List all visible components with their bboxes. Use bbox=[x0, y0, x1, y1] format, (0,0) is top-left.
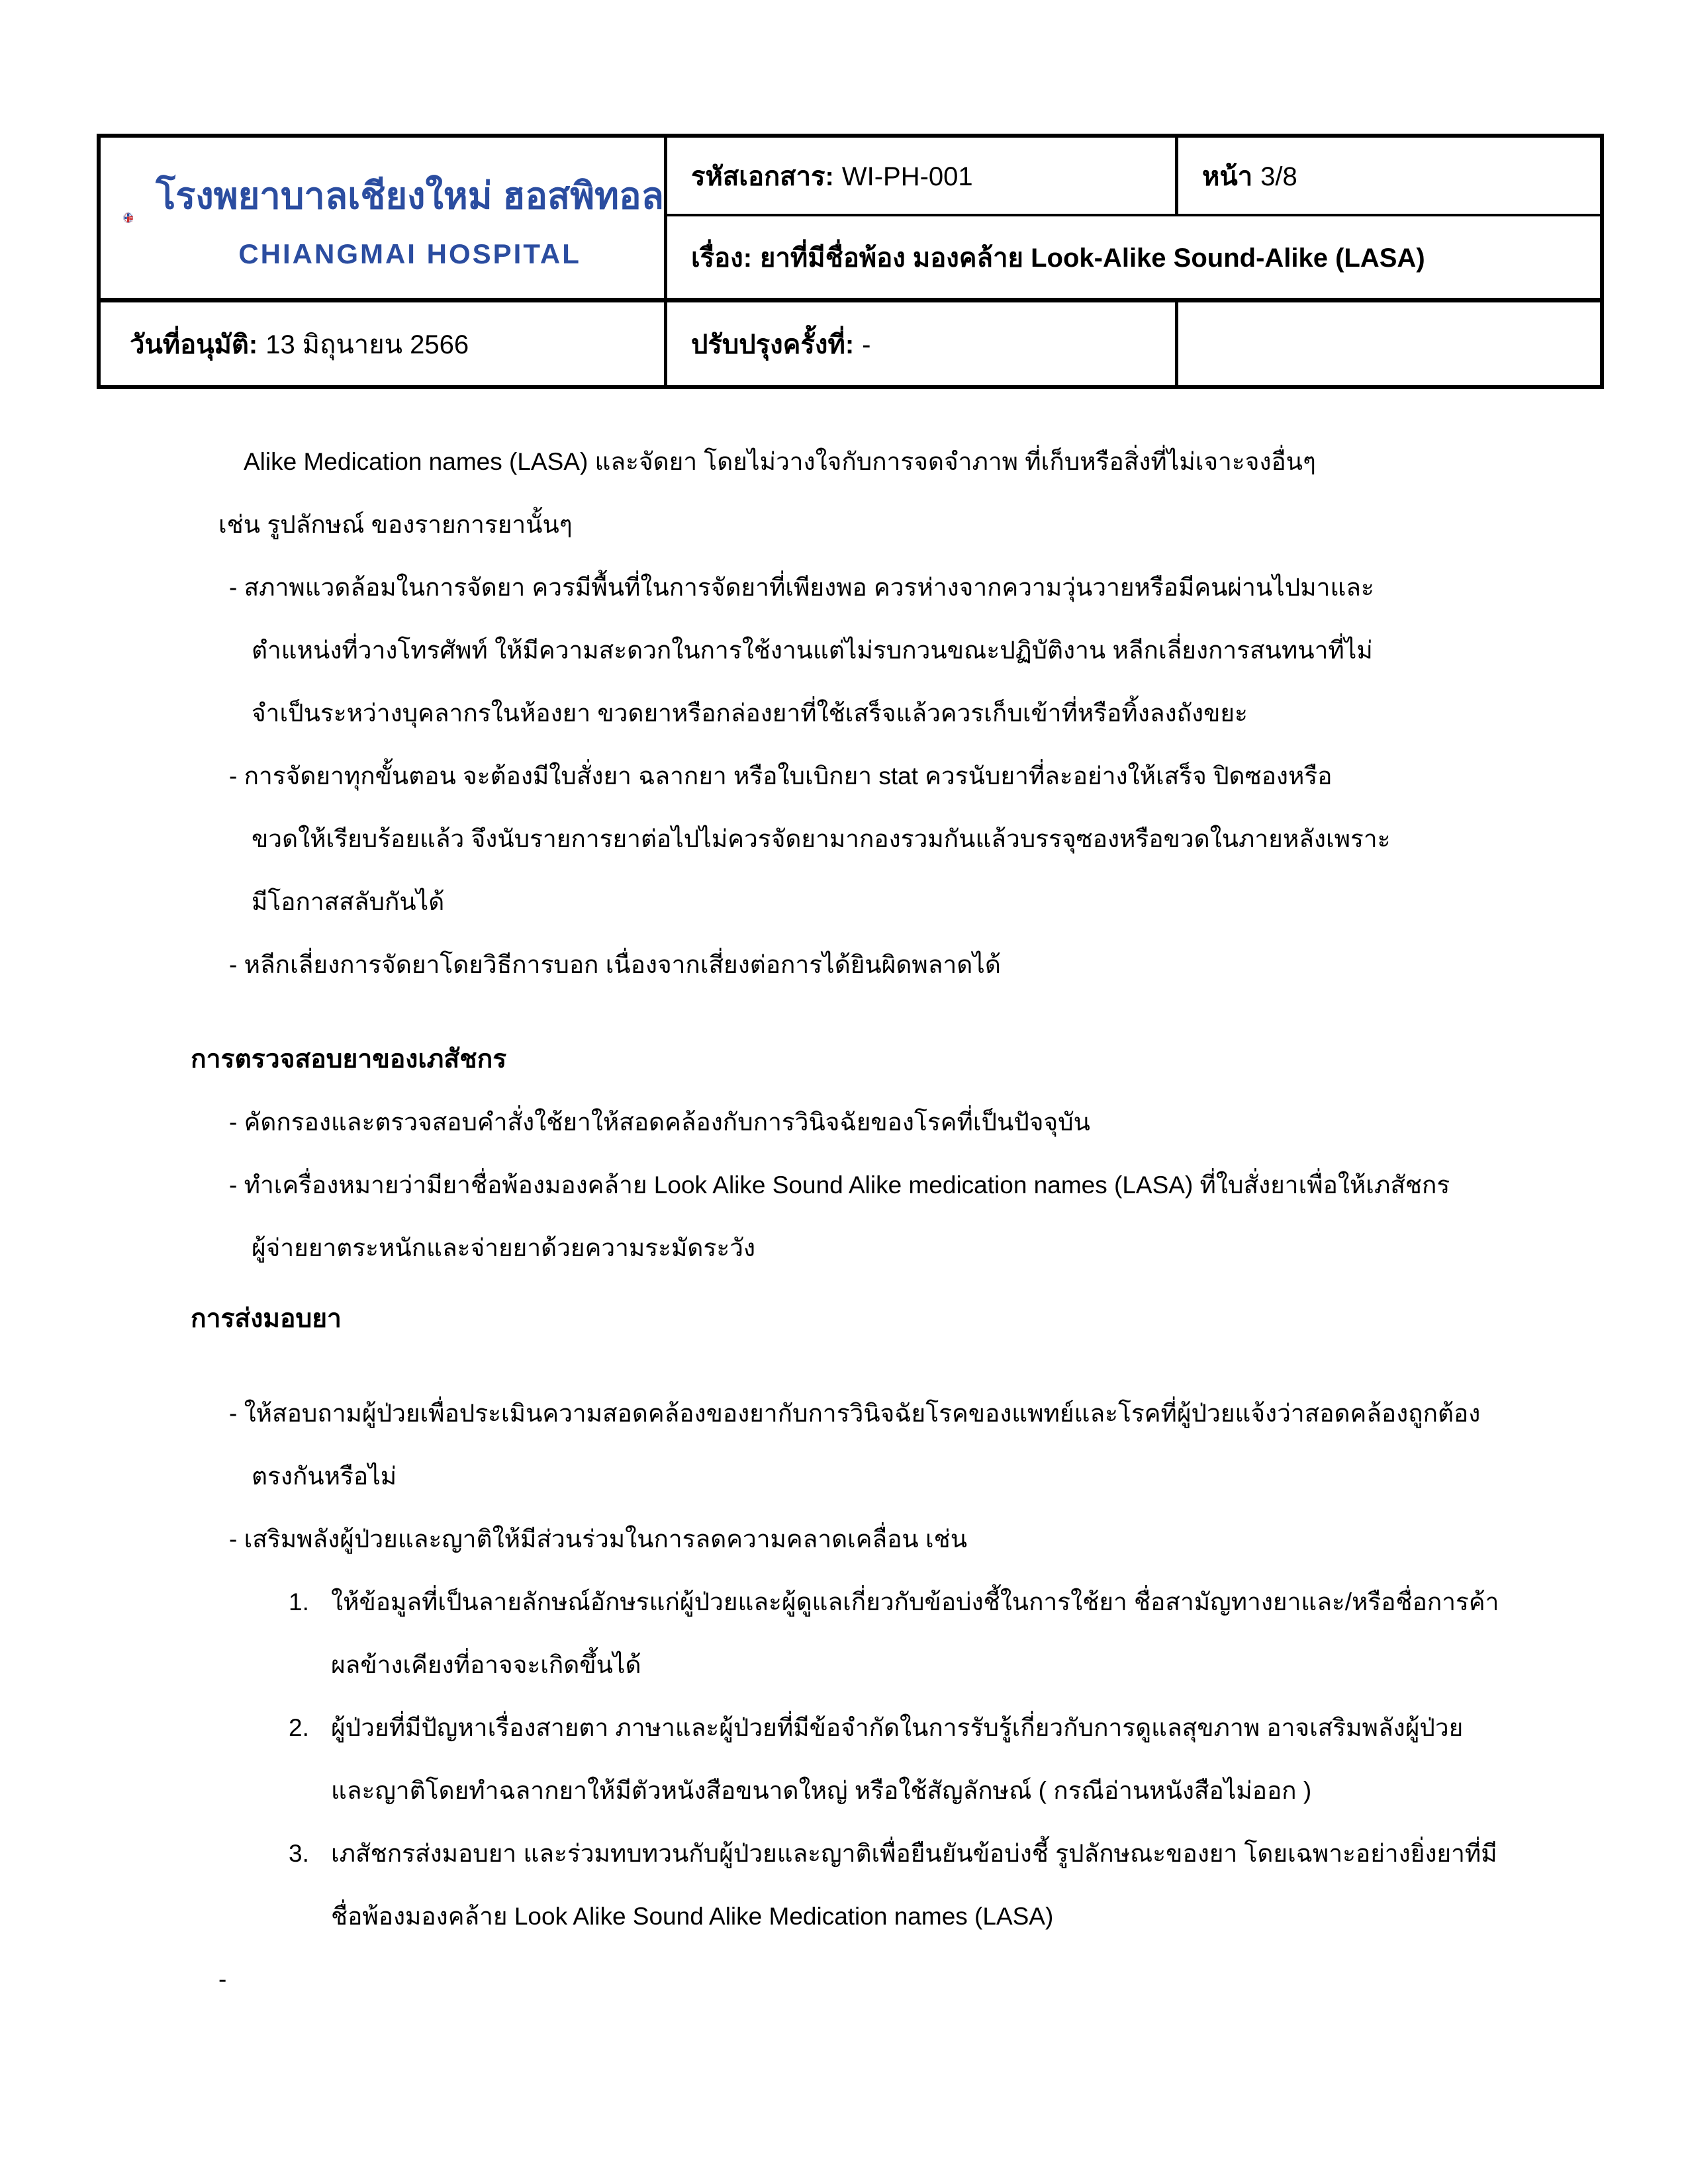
list-number: 1. bbox=[289, 1588, 309, 1615]
approval-date-value: 13 มิถุนายน 2566 bbox=[265, 330, 469, 359]
bullet-line: - สภาพแวดล้อมในการจัดยา ควรมีพื้นที่ในการจัดยาที่เพียงพอ ควรห่างจากความวุ่นวายหรือมีคนผ่านไปมาและ bbox=[229, 574, 1374, 601]
revision-value: - bbox=[862, 330, 871, 359]
bullet-line: - ทำเครื่องหมายว่ามียาชื่อพ้องมองคล้าย Look Alike Sound Alike medication names (LASA) ที่ใบสั่งยาเพื่อให้เภสัชกร bbox=[229, 1171, 1450, 1199]
body-line: ตรงกันหรือไม่ bbox=[252, 1463, 397, 1490]
list-text: เภสัชกรส่งมอบยา และร่วมทบทวนกับผู้ป่วยและญาติเพื่อยืนยันข้อบ่งชี้ รูปลักษณะของยา โดยเฉพาะอย่างยิ่งยาที่มี bbox=[331, 1840, 1497, 1867]
approval-date-cell bbox=[101, 302, 667, 385]
subject-value: ยาที่มีชื่อพ้อง มองคล้าย Look-Alike Sound-Alike (LASA) bbox=[760, 243, 1425, 273]
body-line: ชื่อพ้องมองคล้าย Look Alike Sound Alike Medication names (LASA) bbox=[331, 1903, 1054, 1930]
body-line: จำเป็นระหว่างบุคลากรในห้องยา ขวดยาหรือกล่องยาที่ใช้เสร็จแล้วควรเก็บเข้าที่หรือทิ้งลงถังขยะ bbox=[252, 700, 1248, 727]
page-number-cell bbox=[1178, 138, 1600, 216]
list-text: ผู้ป่วยที่มีปัญหาเรื่องสายตา ภาษาและผู้ป่วยที่มีข้อจำกัดในการรับรู้เกี่ยวกับการดูแลสุขภาพ อาจเสริมพลังผู้ป่วย bbox=[331, 1714, 1464, 1741]
cross-left-arm bbox=[124, 217, 127, 220]
cross-bottom-arm bbox=[127, 217, 129, 222]
bullet-line: - คัดกรองและตรวจสอบคำสั่งใช้ยาให้สอดคล้องกับการวินิจฉัยของโรคที่เป็นปัจจุบัน bbox=[229, 1109, 1090, 1136]
doc-code-value: WI-PH-001 bbox=[841, 161, 973, 191]
hospital-logo bbox=[101, 138, 667, 302]
numbered-item bbox=[0, 1822, 1688, 1885]
numbered-item bbox=[0, 1570, 1688, 1633]
emblem-caption-line1: CHIANGMAI bbox=[129, 220, 133, 222]
page-label: หน้า bbox=[1202, 161, 1253, 191]
body-line: ขวดให้เรียบร้อยแล้ว จึงนับรายการยาต่อไปไม่ควรจัดยามากองรวมกันแล้วบรรจุซองหรือขวดในภายหลังเพราะ bbox=[252, 825, 1391, 852]
revision-label: ปรับปรุงครั้งที่: bbox=[691, 330, 855, 359]
body-line: Alike Medication names (LASA) และจัดยา โดยไม่วางใจกับการจดจำภาพ ที่เก็บหรือสิ่งที่ไม่เจาะจงอื่นๆ bbox=[244, 448, 1316, 475]
approval-date-label: วันที่อนุมัติ: bbox=[130, 330, 258, 359]
page-number-value: 3/8 bbox=[1260, 161, 1297, 191]
body-line: มีโอกาสสลับกันได้ bbox=[252, 888, 445, 915]
section-heading: การตรวจสอบยาของเภสัชกร bbox=[191, 1045, 507, 1073]
hospital-emblem-icon bbox=[123, 140, 133, 296]
hospital-name-block bbox=[156, 166, 664, 270]
document-header-table bbox=[97, 134, 1604, 389]
bullet-line: - เสริมพลังผู้ป่วยและญาติให้มีส่วนร่วมในการลดความคลาดเคลื่อน เช่น bbox=[229, 1525, 968, 1553]
list-text: ให้ข้อมูลที่เป็นลายลักษณ์อักษรแก่ผู้ป่วยและผู้ดูแลเกี่ยวกับข้อบ่งชี้ในการใช้ยา ชื่อสามัญทางยาและ/หรือชื่อการค้า bbox=[331, 1588, 1499, 1615]
doc-code-label: รหัสเอกสาร: bbox=[691, 161, 834, 191]
list-number: 3. bbox=[289, 1840, 309, 1867]
cross-top-arm bbox=[127, 214, 129, 216]
emblem-initials: CH bbox=[129, 216, 133, 220]
section-heading: การส่งมอบยา bbox=[191, 1304, 342, 1333]
body-line: - bbox=[218, 1966, 227, 1993]
subject-cell bbox=[667, 216, 1600, 302]
hospital-name-thai: โรงพยาบาลเชียงใหม่ ฮอสพิทอล bbox=[156, 174, 664, 216]
revision-cell bbox=[667, 302, 1178, 385]
hospital-name-english: CHIANGMAI HOSPITAL bbox=[238, 238, 581, 269]
body-line: ผลข้างเคียงที่อาจจะเกิดขึ้นได้ bbox=[331, 1651, 641, 1678]
empty-header-cell bbox=[1178, 302, 1600, 385]
doc-code-cell bbox=[667, 138, 1178, 216]
emblem-caption-line2: HOSPITAL bbox=[129, 221, 133, 222]
bullet-line: - ให้สอบถามผู้ป่วยเพื่อประเมินความสอดคล้องของยากับการวินิจฉัยโรคของแพทย์และโรคที่ผู้ป่วยแจ้งว่าสอดคล้องถูกต้อง bbox=[229, 1400, 1481, 1427]
body-line: ตำแหน่งที่วางโทรศัพท์ ให้มีความสะดวกในการใช้งานแต่ไม่รบกวนขณะปฏิบัติงาน หลีกเลี่ยงการสนทนาที่ไม่ bbox=[252, 637, 1373, 664]
body-line: เช่น รูปลักษณ์ ของรายการยานั้นๆ bbox=[218, 511, 573, 538]
subject-label: เรื่อง: bbox=[691, 243, 753, 273]
document-body bbox=[0, 430, 1688, 2011]
body-line: และญาติโดยทำฉลากยาให้มีตัวหนังสือขนาดใหญ่ หรือใช้สัญลักษณ์ ( กรณีอ่านหนังสือไม่ออก ) bbox=[331, 1777, 1312, 1804]
bullet-line: - การจัดยาทุกขั้นตอน จะต้องมีใบสั่งยา ฉลากยา หรือใบเบิกยา stat ควรนับยาที่ละอย่างให้เสร็จ ปิดซองหรือ bbox=[229, 762, 1333, 790]
bullet-line: - หลีกเลี่ยงการจัดยาโดยวิธีการบอก เนื่องจากเสี่ยงต่อการได้ยินผิดพลาดได้ bbox=[229, 951, 1001, 978]
numbered-item bbox=[0, 1696, 1688, 1759]
list-number: 2. bbox=[289, 1714, 309, 1741]
body-line: ผู้จ่ายยาตระหนักและจ่ายยาด้วยความระมัดระวัง bbox=[252, 1234, 756, 1261]
